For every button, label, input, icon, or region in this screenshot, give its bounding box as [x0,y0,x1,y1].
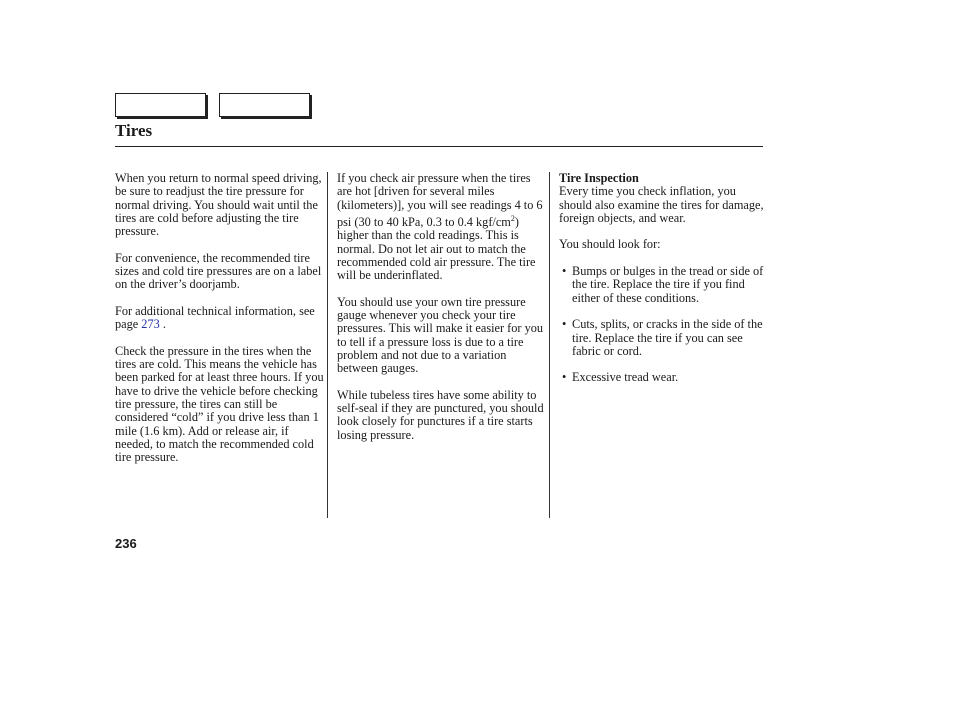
title-divider [115,146,763,147]
paragraph-own-gauge: You should use your own tire pressure gauge whenever you check your tire pressures. This will make it easier for you to tell if a pressure loss is due to a tire problem and not due to a variation between gauges. [337,294,544,376]
column-3 [559,172,767,398]
list-item-text: Bumps or bulges in the tread or side of the tire. Replace the tire if you find either of these conditions. [572,264,764,305]
hot-tires-text: If you check air pressure when the tires are hot [driven for several miles (kilometers)], you will see readings 4 to 6 psi (30 to 40 kPa, 0.3 to 0.4 kgf/cm [337,171,543,229]
list-item-text: Cuts, splits, or cracks in the side of the tire. Replace the tire if you can see fabric or cord. [572,317,763,358]
column-2 [337,172,545,455]
column-1 [115,172,325,478]
paragraph-tubeless: While tubeless tires have some ability to self-seal if they are punctured, you should look closely for punctures if a tire starts losing pressure. [337,387,544,442]
paragraph-look-for: You should look for: [559,237,661,252]
paragraph-readjust-pressure: When you return to normal speed driving, be sure to readjust the tire pressure for normal driving. You should wait until the tires are cold before adjusting the tire pressure. [115,171,322,239]
bullet-icon: • [562,370,567,385]
page-273-link[interactable]: 273 [141,317,160,332]
paragraph-doorjamb-label: For convenience, the recommended tire sizes and cold tire pressures are on a label on the driver’s doorjamb. [115,250,322,292]
paragraph-examine-tires: Every time you check inflation, you should also examine the tires for damage, foreign objects, and wear. [559,184,764,225]
technical-info-end: . [159,317,166,332]
page-number: 236 [115,536,137,551]
list-item [559,265,767,305]
column-divider-1 [327,172,328,518]
column-divider-2 [549,172,550,518]
hot-tires-text-end: ) higher than the cold readings. This is normal. Do not let air out to match the recommended cold air pressure. The tire will be underinflated. [337,214,536,283]
paragraph-hot-tires [337,172,545,282]
bullet-icon: • [562,264,567,279]
nav-forward-button[interactable] [219,93,310,117]
nav-back-button[interactable] [115,93,206,117]
page-title: Tires [115,121,153,140]
list-item [559,318,767,358]
list-item-text: Excessive tread wear. [572,370,679,385]
section-heading-tire-inspection: Tire Inspection [559,171,639,185]
technical-info-text: For additional technical information, see page [115,303,315,332]
paragraph-check-cold: Check the pressure in the tires when the tires are cold. This means the vehicle has been parked for at least three hours. If you have to drive the vehicle before checking tire pressure, the tires can still be considered “cold” if you drive less than 1 mile (1.6 km). Add or release air, if needed, to match the recommended cold tire pressure. [115,343,324,465]
superscript-2: 2 [510,213,515,223]
paragraph-technical-info [115,305,325,332]
bullet-icon: • [562,317,567,332]
list-item [559,371,767,384]
